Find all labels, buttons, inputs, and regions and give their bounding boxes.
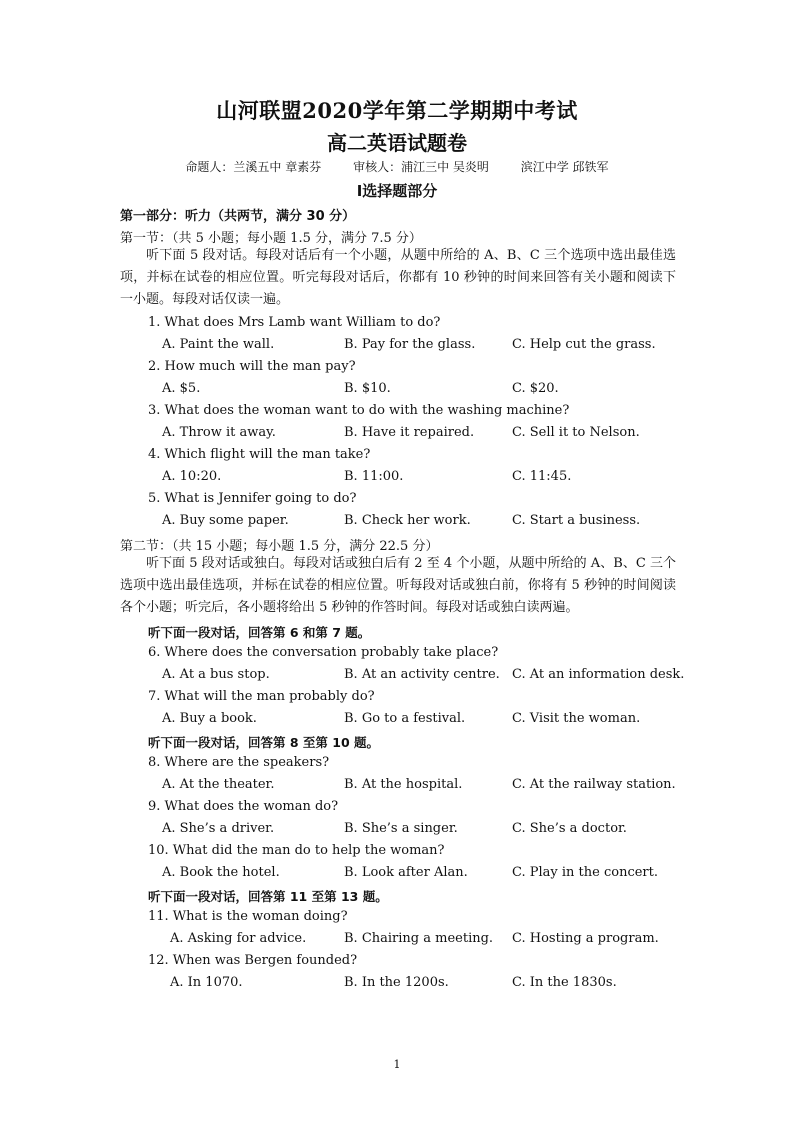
- question-text: 6. Where does the conversation probably take place?: [148, 645, 499, 660]
- question-text: 3. What does the woman want to do with the washing machine?: [148, 403, 570, 418]
- exam-title: 山河联盟2020学年第二学期期中考试: [216, 98, 578, 123]
- part1-heading: 第一部分：听力（共两节，满分 30 分）: [120, 209, 356, 224]
- option-a: A. At the theater.: [162, 777, 275, 792]
- option-b: B. In the 1200s.: [344, 975, 449, 990]
- option-c: C. At the railway station.: [512, 777, 676, 792]
- listening-note: 听下面一段对话，回答第 11 至第 13 题。: [148, 889, 388, 904]
- question-text: 12. When was Bergen founded?: [148, 953, 358, 968]
- author-setter: 命题人：兰溪五中 章素芬: [185, 160, 322, 174]
- option-a: A. Book the hotel.: [162, 865, 280, 880]
- option-b: B. Have it repaired.: [344, 425, 475, 440]
- sec1-heading: 第一节：（共 5 小题；每小题 1.5 分，满分 7.5 分）: [120, 231, 422, 246]
- sec1-instructions: 听下面 5 段对话。每段对话后有一个小题，从题中所给的 A、B、C 三个选项中选出最佳选项，并标在试卷的相应位置。听完每段对话后，你都有 10 秒钟的时间来回答有关小题和阅读下一小题。每段对话仅读一遍。: [120, 248, 676, 307]
- author-reviewer: 审核人：浦江三中 吴炎明: [353, 160, 489, 174]
- question-text: 2. How much will the man pay?: [148, 359, 356, 374]
- option-c: C. In the 1830s.: [512, 975, 617, 990]
- page-number: 1: [393, 1058, 401, 1071]
- option-c: C. Start a business.: [512, 513, 641, 528]
- option-a: A. In 1070.: [170, 975, 243, 990]
- option-a: A. Paint the wall.: [162, 337, 275, 352]
- option-c: C. 11:45.: [512, 469, 572, 484]
- question-text: 5. What is Jennifer going to do?: [148, 491, 357, 506]
- option-c: C. Play in the concert.: [512, 865, 658, 880]
- option-c: C. At an information desk.: [512, 667, 685, 682]
- option-b: B. She’s a singer.: [344, 821, 458, 836]
- option-b: B. At the hospital.: [344, 777, 463, 792]
- option-c: C. Help cut the grass.: [512, 337, 656, 352]
- option-a: A. She’s a driver.: [162, 821, 275, 836]
- option-b: B. Check her work.: [344, 513, 471, 528]
- option-c: C. Visit the woman.: [512, 711, 641, 726]
- sec2-heading: 第二节：（共 15 小题；每小题 1.5 分，满分 22.5 分）: [120, 539, 439, 554]
- option-a: A. $5.: [162, 381, 201, 396]
- option-b: B. Pay for the glass.: [344, 337, 476, 352]
- sec2-instructions: 听下面 5 段对话或独白。每段对话或独白后有 2 至 4 个小题，从题中所给的 A、B、C 三个选项中选出最佳选项，并标在试卷的相应位置。听每段对话或独白前，你将有 5 秒钟的时间阅读各个小题；听完后，各小题将给出 5 秒钟的作答时间。每段对话或独白读两遍。: [120, 556, 676, 615]
- option-a: A. At a bus stop.: [162, 667, 270, 682]
- option-a: A. Buy some paper.: [162, 513, 289, 528]
- option-c: C. $20.: [512, 381, 559, 396]
- option-a: A. Throw it away.: [162, 425, 276, 440]
- option-b: B. Chairing a meeting.: [344, 931, 494, 946]
- option-b: B. At an activity centre.: [344, 667, 500, 682]
- question-text: 10. What did the man do to help the woman?: [148, 843, 445, 858]
- question-text: 1. What does Mrs Lamb want William to do?: [148, 315, 441, 330]
- option-c: C. She’s a doctor.: [512, 821, 627, 836]
- option-c: C. Sell it to Nelson.: [512, 425, 640, 440]
- section-title: Ⅰ选择题部分: [356, 182, 438, 200]
- listening-note: 听下面一段对话，回答第 8 至第 10 题。: [148, 735, 380, 750]
- option-b: B. 11:00.: [344, 469, 404, 484]
- authors-line: [0, 158, 794, 175]
- option-b: B. Look after Alan.: [344, 865, 468, 880]
- listening-note: 听下面一段对话，回答第 6 和第 7 题。: [148, 625, 371, 640]
- option-a: A. Asking for advice.: [170, 931, 307, 946]
- option-b: B. Go to a festival.: [344, 711, 466, 726]
- option-c: C. Hosting a program.: [512, 931, 659, 946]
- question-text: 11. What is the woman doing?: [148, 909, 348, 924]
- question-text: 9. What does the woman do?: [148, 799, 339, 814]
- question-text: 8. Where are the speakers?: [148, 755, 330, 770]
- exam-subtitle: 高二英语试题卷: [327, 131, 467, 155]
- author-reviewer-2: 滨江中学 邱铁军: [520, 160, 609, 174]
- option-a: A. Buy a book.: [162, 711, 257, 726]
- option-a: A. 10:20.: [162, 469, 222, 484]
- option-b: B. $10.: [344, 381, 391, 396]
- question-text: 7. What will the man probably do?: [148, 689, 375, 704]
- question-text: 4. Which flight will the man take?: [148, 447, 371, 462]
